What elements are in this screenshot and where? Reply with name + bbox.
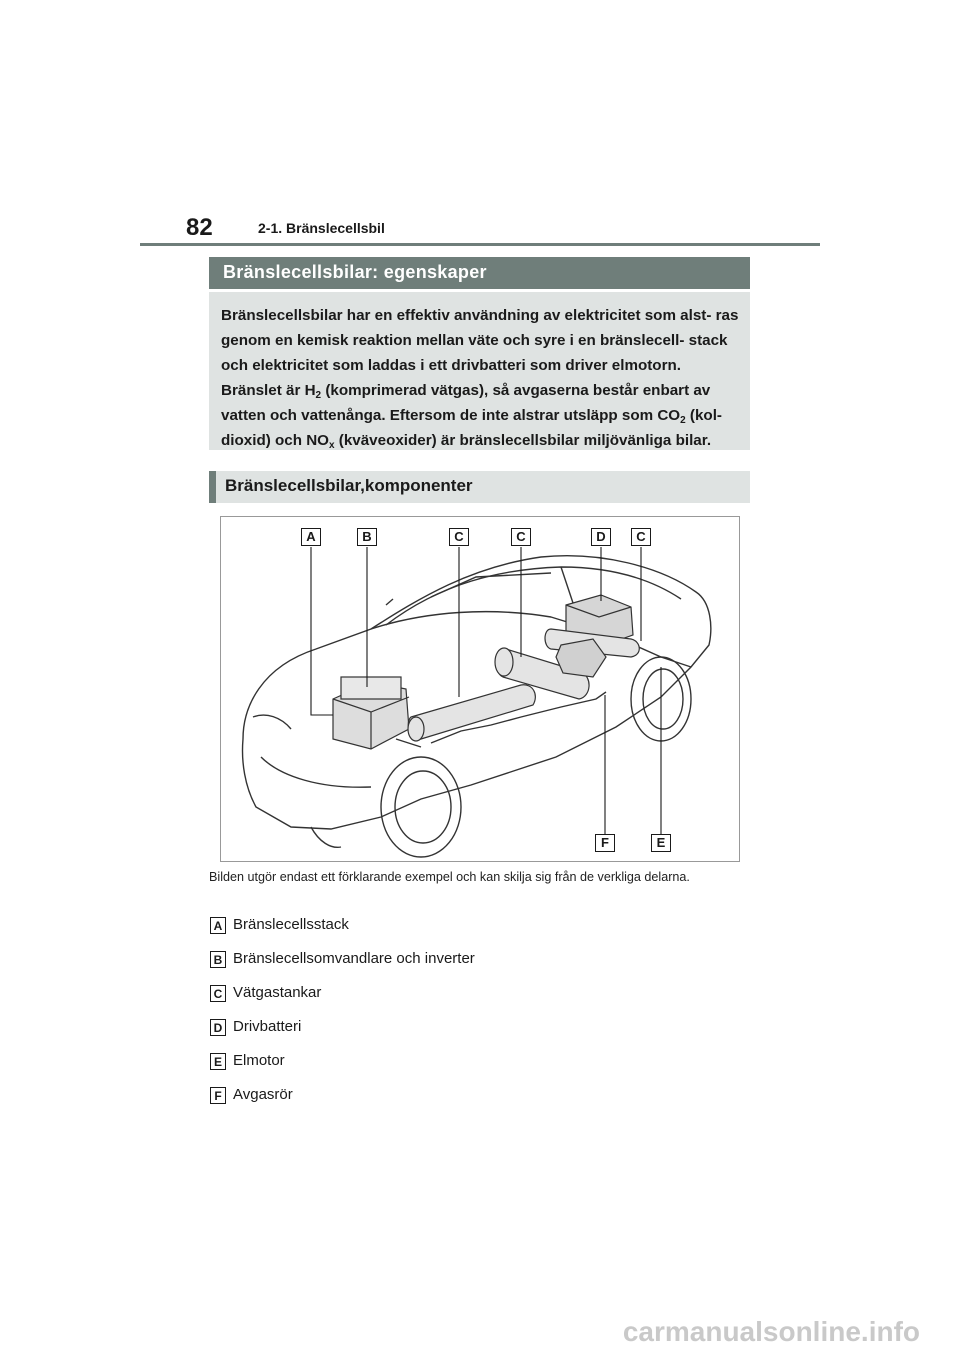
legend-label: Avgasrör xyxy=(233,1086,293,1103)
legend-item xyxy=(210,1017,750,1051)
header-divider xyxy=(140,243,820,246)
p2-subscript-2: 2 xyxy=(680,415,686,426)
legend-letter: B xyxy=(210,951,226,968)
callout-c-1: C xyxy=(449,528,469,546)
car-illustration xyxy=(221,517,739,861)
fuel-cell-stack-block xyxy=(333,677,409,749)
front-wheel xyxy=(381,757,461,857)
section-title: Bränslecellsbilar: egenskaper xyxy=(223,262,487,282)
section-title-band xyxy=(209,257,750,289)
p2-part-a: Bränslet är H xyxy=(221,382,316,399)
legend-item xyxy=(210,949,750,983)
legend-item xyxy=(210,915,750,949)
intro-box xyxy=(209,292,750,450)
callout-c-2: C xyxy=(511,528,531,546)
page-number: 82 xyxy=(186,214,213,241)
legend-item xyxy=(210,1051,750,1085)
legend-item xyxy=(210,983,750,1017)
legend-letter: A xyxy=(210,917,226,934)
hydrogen-tank-middle xyxy=(408,685,535,741)
legend-label: Bränslecellsomvandlare och inverter xyxy=(233,950,475,967)
watermark-logo: carmanualsonline.info xyxy=(622,1316,920,1347)
callout-b: B xyxy=(357,528,377,546)
component-legend xyxy=(210,915,750,1119)
p2-subscript-3: x xyxy=(329,440,335,451)
p2-part-d: (kväveoxider) är bränslecellsbilar miljövänliga bilar. xyxy=(334,432,712,449)
subsection-title-band xyxy=(209,471,750,503)
legend-letter: D xyxy=(210,1019,226,1036)
callout-a: A xyxy=(301,528,321,546)
legend-label: Elmotor xyxy=(233,1052,285,1069)
callout-c-3: C xyxy=(631,528,651,546)
p2-part-c: (kol- dioxid) och NO xyxy=(221,407,722,449)
figure-caption: Bilden utgör endast ett förklarande exempel och kan skilja sig från de verkliga delarna. xyxy=(209,870,690,884)
legend-letter: F xyxy=(210,1087,226,1104)
legend-label: Vätgastankar xyxy=(233,984,322,1001)
subsection-title: Bränslecellsbilar,komponenter xyxy=(225,476,473,495)
intro-paragraph-1: Bränslecellsbilar har en effektiv användning av elektricitet som alst- ras genom en kemisk reaktion mellan väte och syre i en bränslecell- stack och elektricitet som laddas i ett drivbatteri som driver elmotorn. xyxy=(221,307,739,374)
legend-item xyxy=(210,1085,750,1119)
section-label: 2-1. Bränslecellsbil xyxy=(258,220,385,236)
legend-label: Drivbatteri xyxy=(233,1018,302,1035)
p2-part-b: (komprimerad vätgas), så avgaserna består enbart av vatten och vattenånga. Eftersom de inte alstrar utsläpp som CO xyxy=(221,382,711,424)
legend-label: Bränslecellsstack xyxy=(233,916,349,933)
intro-paragraph-2 xyxy=(221,378,746,453)
components-figure xyxy=(220,516,740,862)
legend-letter: C xyxy=(210,985,226,1002)
callout-d: D xyxy=(591,528,611,546)
legend-letter: E xyxy=(210,1053,226,1070)
callout-f: F xyxy=(595,834,615,852)
callout-e: E xyxy=(651,834,671,852)
p2-subscript-1: 2 xyxy=(315,390,322,401)
